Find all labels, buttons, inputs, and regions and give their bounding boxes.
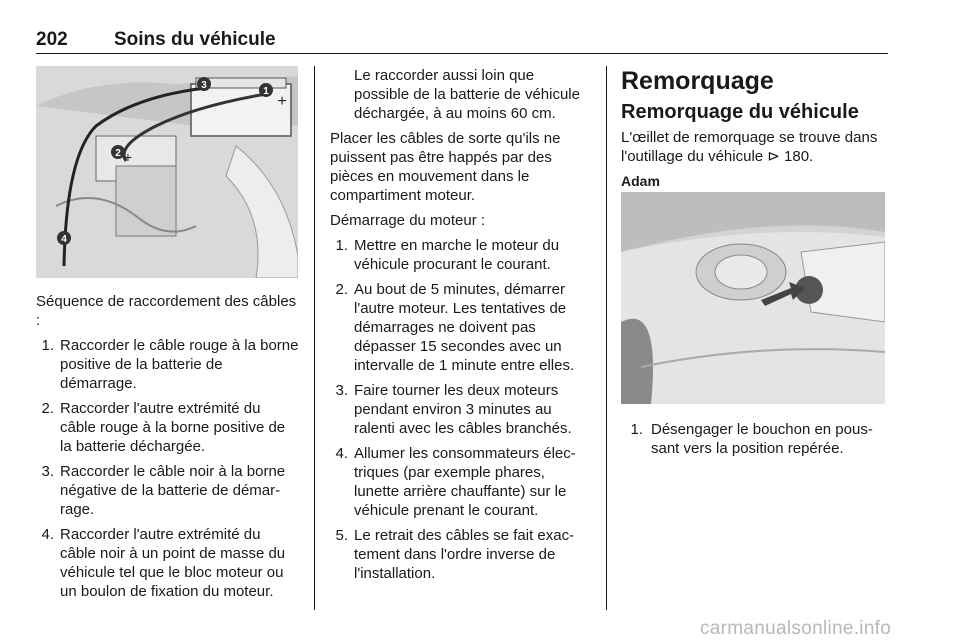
section-title: Soins du véhicule <box>114 29 276 50</box>
heading-remorquage-vehicule: Remorquage du véhicule <box>621 101 859 123</box>
figure-label: 1 <box>263 86 269 97</box>
paragraph: Démarrage du moteur : <box>330 212 486 229</box>
list-item: 1. Mettre en marche le moteur du véhicule procurant le courant. <box>335 237 560 273</box>
figure-label: 2 <box>115 148 121 159</box>
subheading-adam: Adam <box>621 173 660 189</box>
list-item: 1. Désengager le bouchon en pous-sant vers la position repérée. <box>630 421 873 457</box>
jump-start-figure <box>36 66 298 278</box>
column-divider <box>314 66 315 610</box>
watermark: carmanualsonline.info <box>700 618 892 639</box>
page-number: 202 <box>36 29 68 50</box>
continued-text: Le raccorder aussi loin que possible de la batterie de véhicule déchargée, à au moins 60 cm. <box>354 67 580 122</box>
header-rule <box>36 53 888 54</box>
paragraph: Placer les câbles de sorte qu'ils ne puissent pas être happés par des pièces en mouvement dans le compartiment moteur. <box>330 130 561 204</box>
intro-text: Séquence de raccordement des câbles : <box>36 293 297 329</box>
column-divider <box>606 66 607 610</box>
list-item: 2. Raccorder l'autre extrémité du câble rouge à la borne positive de la batterie déchargée. <box>41 400 286 455</box>
towing-steps <box>621 420 887 458</box>
cable-connection-steps <box>36 336 300 601</box>
towing-eye-figure <box>621 192 885 404</box>
list-item: 3. Raccorder le câble noir à la borne négative de la batterie de démar-rage. <box>41 463 286 518</box>
column-1 <box>36 292 300 607</box>
figure-label: 3 <box>201 80 207 91</box>
column-3 <box>621 66 887 191</box>
list-item: 4. Raccorder l'autre extrémité du câble noir à un point de masse du véhicule tel que le bloc moteur ou un boulon de fixation du moteur. <box>41 526 286 600</box>
list-item: 4. Allumer les consommateurs élec-triques (par exemple phares, lunette arrière chauffante) sur le véhicule prenant le courant. <box>335 445 576 519</box>
list-item: 1. Raccorder le câble rouge à la borne positive de la batterie de démarrage. <box>41 337 299 392</box>
list-item: 3. Faire tourner les deux moteurs pendant environ 3 minutes au ralenti avec les câbles branchés. <box>335 382 572 437</box>
svg-text:+: + <box>277 93 287 110</box>
figure-label: 4 <box>61 234 67 245</box>
heading-remorquage: Remorquage <box>621 67 774 95</box>
engine-start-steps <box>330 236 592 583</box>
list-item: 2. Au bout de 5 minutes, démarrer l'autre moteur. Les tentatives de démarrages ne doivent pas dépasser 15 secondes avec un intervalle de 1 minute entre elles. <box>335 281 575 374</box>
paragraph: L'œillet de remorquage se trouve dans l'outillage du véhicule ⊳ 180. <box>621 129 878 165</box>
list-item: 5. Le retrait des câbles se fait exac-tement dans l'ordre inverse de l'installation. <box>335 527 575 582</box>
column-2 <box>330 66 592 589</box>
column-3-steps <box>621 420 887 464</box>
svg-text:+: + <box>123 149 133 165</box>
